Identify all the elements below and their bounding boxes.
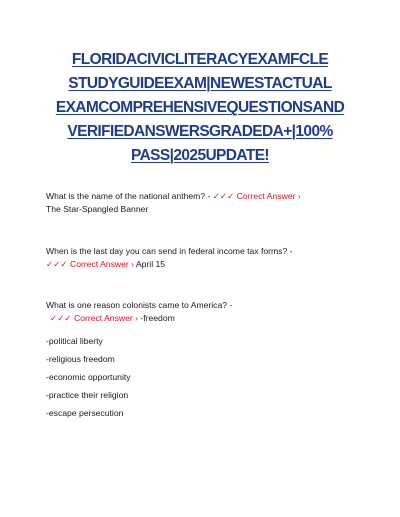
document-title — [46, 48, 354, 168]
list-item: -political liberty — [46, 336, 103, 346]
correct-answer-marker-2: ✓✓✓ Correct Answer › — [46, 259, 134, 269]
title-line-4: VERIFIEDANSWERSGRADEDA+|100% — [67, 123, 333, 140]
title-line-2: STUDYGUIDEEXAM|NEWESTACTUAL — [68, 75, 332, 92]
list-item: -escape persecution — [46, 408, 124, 418]
correct-answer-marker-1: ✓✓✓ Correct Answer › — [212, 191, 301, 201]
title-line-1: FLORIDACIVICLITERACYEXAMFCLE — [71, 51, 329, 68]
qa-item-2 — [46, 245, 356, 271]
qa-item-3 — [46, 299, 356, 325]
answer-2: April 15 — [135, 259, 166, 269]
title-line-5: PASS|2025UPDATE! — [130, 147, 269, 164]
qa-item-1 — [46, 190, 356, 216]
list-item: -economic opportunity — [46, 372, 131, 382]
list-item: -practice their religion — [46, 390, 129, 400]
answer-1: The Star-Spangled Banner — [46, 204, 149, 214]
question-1: What is the name of the national anthem? - — [46, 191, 211, 201]
title-line-3: EXAMCOMPREHENSIVEQUESTIONSAND — [55, 99, 345, 116]
correct-answer-marker-3: ✓✓✓ Correct Answer › — [50, 313, 138, 323]
list-item: -religious freedom — [46, 354, 115, 364]
question-2: When is the last day you can send in federal income tax forms? - — [46, 246, 293, 256]
answer-3: -freedom — [140, 313, 175, 323]
question-3: What is one reason colonists came to America? - — [46, 300, 233, 310]
